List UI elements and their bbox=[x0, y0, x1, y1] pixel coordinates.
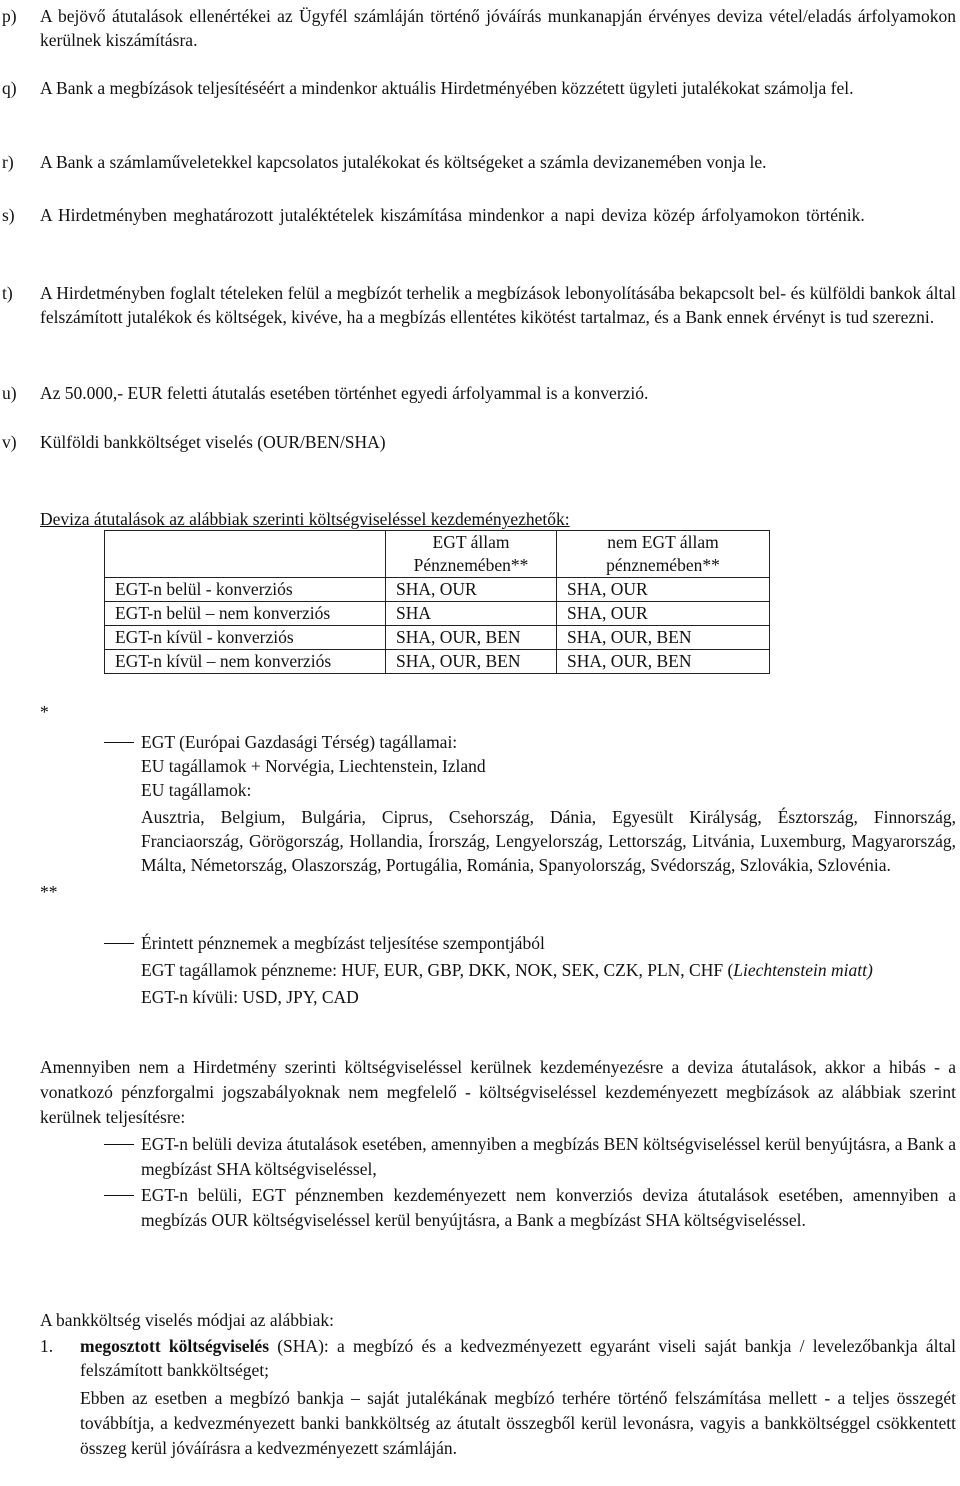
table-cell: SHA, OUR, BEN bbox=[557, 650, 770, 674]
table-cell: SHA, OUR, BEN bbox=[386, 650, 557, 674]
table-header-cell bbox=[105, 531, 386, 578]
table-cell: EGT-n belül – nem konverziós bbox=[105, 602, 386, 626]
item-r bbox=[2, 150, 956, 174]
mode-sha-detail: Ebben az esetben a megbízó bankja – saját jutalékának megbízó terhére történő felszámítása mellett - a teljes összegét továbbítja, a kedvezményezett banki bankköltség az átutalt összegből kerül levonásra, vagyis a bankköltséggel csökkentett összeg kerül jóváírásra a kedvezményezett számláján. bbox=[80, 1388, 956, 1458]
item-text: Az 50.000,- EUR feletti átutalás esetében történhet egyedi árfolyammal is a konverzió. bbox=[40, 383, 649, 403]
item-marker: v) bbox=[2, 432, 17, 452]
footnote-egt-members bbox=[141, 730, 956, 877]
table-header-cell bbox=[557, 531, 770, 578]
country-list: Ausztria, Belgium, Bulgária, Ciprus, Csehország, Dánia, Egyesült Királyság, Észtország, Finnország, Franciaország, Görögország, Hollandia, Írország, Lengyelország, Lettország, Litvánia, Luxemburg, Magyarország, Málta, Németország, Olaszország, Portugália, Románia, Spanyolország, Svédország, Szlovákia, Szlovénia. bbox=[141, 807, 956, 875]
item-text: A Hirdetményben foglalt tételeken felül a megbízót terhelik a megbízások lebonyolításába bekapcsolt bel- és külföldi bankok által felszámított jutalékok és költségek, kivéve, ha a megbízás ellentétes kikötést tartalmaz, és a Bank ennek érvényt is tud szerezni. bbox=[40, 283, 956, 327]
footnote-line: EGT (Európai Gazdasági Térség) tagállamai: bbox=[141, 732, 458, 752]
table-cell: SHA bbox=[386, 602, 557, 626]
footnote-line bbox=[141, 958, 956, 982]
cost-bearing-table bbox=[104, 530, 770, 674]
table-cell: SHA, OUR, BEN bbox=[386, 626, 557, 650]
item-q bbox=[2, 76, 956, 100]
mode-sha bbox=[80, 1334, 956, 1382]
modes-intro: A bankköltség viselés módjai az alábbiak: bbox=[40, 1310, 335, 1330]
footnote-line: EU tagállamok: bbox=[141, 780, 252, 800]
table-row bbox=[105, 626, 770, 650]
item-p bbox=[2, 4, 956, 52]
header-label: Pénznemében** bbox=[413, 555, 529, 575]
dash-bullet bbox=[104, 1144, 134, 1145]
table-cell: SHA, OUR bbox=[386, 578, 557, 602]
item-text: A Bank a megbízások teljesítéséért a mindenkor aktuális Hirdetményében közzétett ügyleti jutalékokat számolja fel. bbox=[40, 78, 854, 98]
table-cell: SHA, OUR bbox=[557, 578, 770, 602]
table-cell: SHA, OUR bbox=[557, 602, 770, 626]
footnote-line: EU tagállamok + Norvégia, Liechtenstein, Izland bbox=[141, 756, 486, 776]
item-marker: s) bbox=[2, 205, 15, 225]
bullet-item: EGT-n belüli deviza átutalások esetében, amennyiben a megbízás BEN költségviseléssel kerül benyújtásra, a Bank a megbízást SHA költségviseléssel, bbox=[141, 1134, 956, 1179]
footnote-line: EGT-n kívüli: USD, JPY, CAD bbox=[141, 987, 359, 1007]
item-u bbox=[2, 381, 956, 405]
item-marker: q) bbox=[2, 78, 17, 98]
table-header-cell bbox=[386, 531, 557, 578]
item-text: A bejövő átutalások ellenértékei az Ügyfél számláján történő jóváírás munkanapján érvényes deviza vétel/eladás árfolyamokon kerülnek kiszámításra. bbox=[40, 6, 956, 50]
table-heading: Deviza átutalások az alábbiak szerinti költségviseléssel kezdeményezhetők: bbox=[40, 509, 570, 529]
item-text: Külföldi bankköltséget viselés (OUR/BEN/SHA) bbox=[40, 432, 386, 452]
header-label: pénznemében** bbox=[606, 555, 720, 575]
dash-bullet bbox=[104, 1195, 134, 1196]
item-t bbox=[2, 281, 956, 329]
dash-bullet bbox=[104, 943, 134, 944]
header-label: EGT állam bbox=[432, 532, 510, 552]
item-text: A Hirdetményben meghatározott jutaléktételek kiszámítása mindenkor a napi deviza közép árfolyamokon történik. bbox=[40, 205, 865, 225]
mode-description: (SHA): a megbízó és a kedvezményezett egyaránt viseli saját bankja / levelezőbankja által felszámított bankköltséget; bbox=[80, 1336, 956, 1380]
item-v bbox=[2, 430, 956, 454]
table-cell: EGT-n belül - konverziós bbox=[105, 578, 386, 602]
item-text: A Bank a számlaműveletekkel kapcsolatos jutalékokat és költségeket a számla devizanemében vonja le. bbox=[40, 152, 767, 172]
table-row bbox=[105, 650, 770, 674]
footnote-marker: ** bbox=[40, 882, 58, 902]
mode-title: megosztott költségviselés bbox=[80, 1336, 270, 1356]
footnote-marker: * bbox=[40, 702, 49, 722]
bullet-item: EGT-n belüli, EGT pénznemben kezdeményezett nem konverziós deviza átutalások esetében, amennyiben a megbízás OUR költségviseléssel kerül benyújtásra, a Bank a megbízást SHA költségviseléssel. bbox=[141, 1185, 956, 1230]
paragraph-wrong-cost: Amennyiben nem a Hirdetmény szerinti költségviseléssel kerülnek kezdeményezésre a deviza átutalások, akkor a hibás - a vonatkozó pénzforgalmi jogszabályoknak nem megfelelő - költségviseléssel kezdeményezett megbízások az alábbiak szerint kerülnek teljesítésre: bbox=[40, 1057, 956, 1127]
item-s bbox=[2, 203, 956, 227]
table-cell: EGT-n kívül - konverziós bbox=[105, 626, 386, 650]
table-row bbox=[105, 602, 770, 626]
currency-note: Liechtenstein miatt) bbox=[733, 960, 873, 980]
header-label: nem EGT állam bbox=[607, 532, 719, 552]
table-cell: SHA, OUR, BEN bbox=[557, 626, 770, 650]
mode-number: 1. bbox=[40, 1336, 54, 1356]
item-marker: p) bbox=[2, 6, 17, 26]
footnote-line: Érintett pénznemek a megbízást teljesítése szempontjából bbox=[141, 933, 545, 953]
dash-bullet bbox=[104, 742, 134, 743]
table-header-row bbox=[105, 531, 770, 578]
item-marker: r) bbox=[2, 152, 14, 172]
footnote-currencies bbox=[141, 931, 956, 1009]
item-marker: u) bbox=[2, 383, 17, 403]
item-marker: t) bbox=[2, 283, 13, 303]
table-row bbox=[105, 578, 770, 602]
currency-list: EGT tagállamok pénzneme: HUF, EUR, GBP, DKK, NOK, SEK, CZK, PLN, CHF ( bbox=[141, 960, 734, 980]
table-cell: EGT-n kívül – nem konverziós bbox=[105, 650, 386, 674]
